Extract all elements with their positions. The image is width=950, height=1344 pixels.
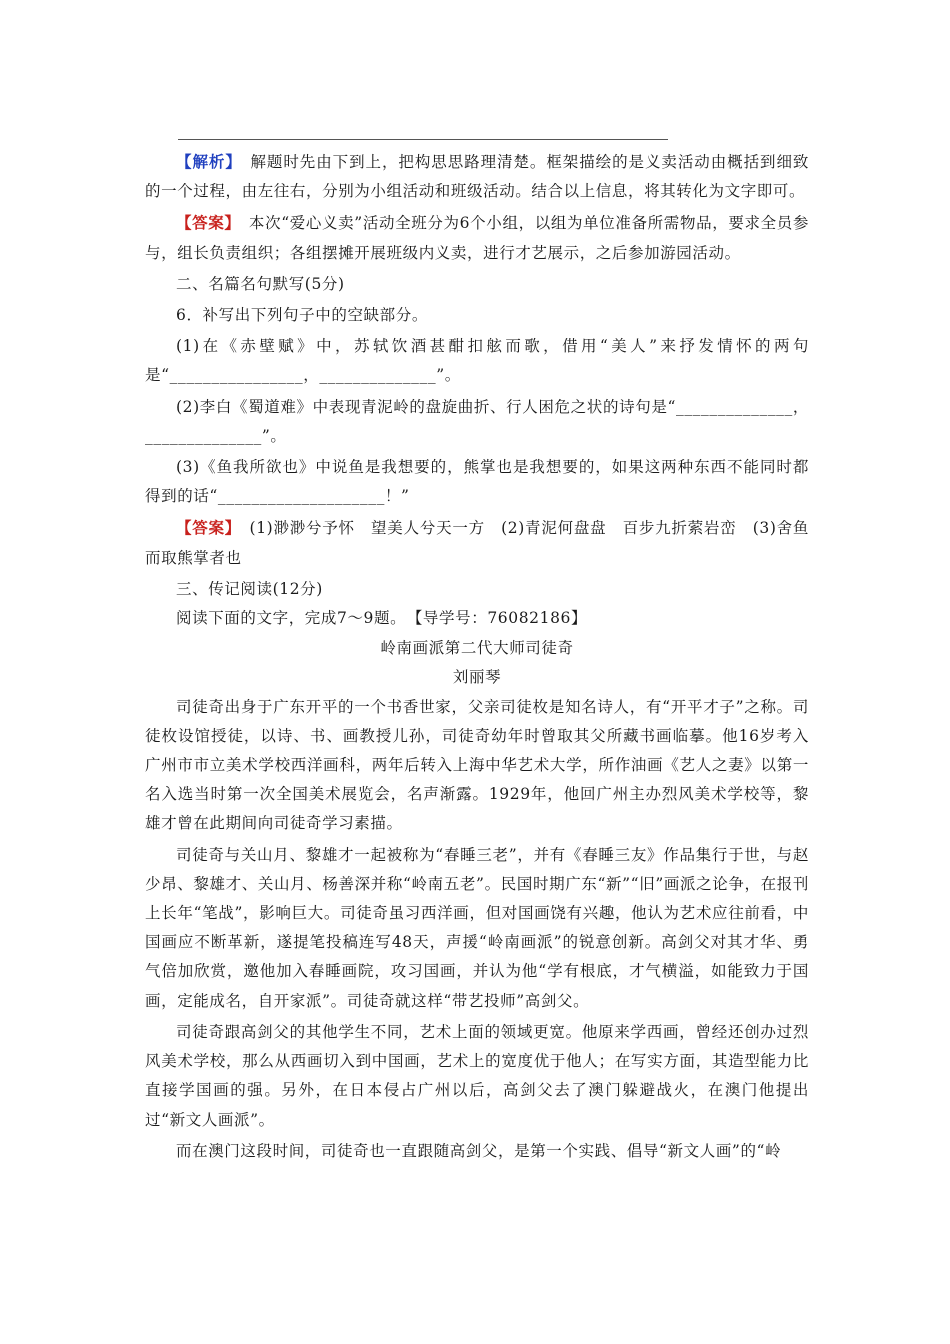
question-6-3: (3)《鱼我所欲也》中说鱼是我想要的，熊掌也是我想要的，如果这两种东西不能同时都得到的话“____________________！” xyxy=(145,458,809,506)
article-paragraph-3: 司徒奇跟高剑父的其他学生不同，艺术上面的领域更宽。他原来学西画，曾经还创办过烈风美术学校，那么从西画切入到中国画，艺术上的宽度优于他人；在写实方面，其造型能力比直接学国画的强。另外，在日本侵占广州以后，高剑父去了澳门躲避战火，在澳门他提出过“新文人画派”。 xyxy=(145,1022,809,1129)
answer-text-2: (1)渺渺兮予怀 望美人兮天一方 (2)青泥何盘盘 百步九折萦岩峦 (3)舍鱼而取熊掌者也 xyxy=(145,519,809,567)
question-6: 6．补写出下列句子中的空缺部分。 xyxy=(176,306,428,325)
article-paragraph-1: 司徒奇出身于广东开平的一个书香世家，父亲司徒枚是知名诗人，有“开平才子”之称。司徒枚设馆授徒，以诗、书、画教授儿孙，司徒奇幼年时曾取其父所藏书画临摹。他16岁考入广州市市立美术学校西洋画科，两年后转入上海中华艺术大学，所作油画《艺人之妻》以第一名入选当时第一次全国美术展览会，名声渐露。1929年，他回广州主办烈风美术学校等，黎雄才曾在此期间向司徒奇学习素描。 xyxy=(145,697,809,833)
answer-tag-1: 【答案】 xyxy=(176,213,233,233)
article-paragraph-2: 司徒奇与关山月、黎雄才一起被称为“春睡三老”，并有《春睡三友》作品集行于世，与赵少昂、黎雄才、关山月、杨善深并称“岭南五老”。民国时期广东“新”“旧”画派之论争，在报刊上长年“笔战”，影响巨大。司徒奇虽习西洋画，但对国画饶有兴趣，他认为艺术应往前看，中国画应不断革新，遂提笔投稿连写48天，声援“岭南画派”的锐意创新。高剑父对其才华、勇气倍加欣赏，邀他加入春睡画院，攻习国画，并认为他“学有根底，才气横溢，如能致力于国画，定能成名，自开家派”。司徒奇就这样“带艺投师”高剑父。 xyxy=(145,845,809,1010)
article-title: 岭南画派第二代大师司徒奇 xyxy=(380,639,574,658)
answer-paragraph-1 xyxy=(145,208,809,267)
article-author: 刘丽琴 xyxy=(452,668,502,687)
analysis-paragraph xyxy=(145,147,809,206)
article-paragraph-4: 而在澳门这段时间，司徒奇也一直跟随高剑父，是第一个实践、倡导“新文人画”的“岭 xyxy=(176,1141,782,1160)
question-6-1: (1)在《赤壁赋》中，苏轼饮酒甚酣扣舷而歌，借用“美人”来抒发情怀的两句是“________________，______________”。 xyxy=(145,337,809,385)
answer-paragraph-2 xyxy=(145,513,809,572)
analysis-text: 解题时先由下到上，把构思思路理清楚。框架描绘的是义卖活动由概括到细致的一个过程，由左往右，分别为小组活动和班级活动。结合以上信息，将其转化为文字即可。 xyxy=(145,153,809,201)
analysis-tag: 【解析】 xyxy=(176,152,235,171)
header-divider xyxy=(178,139,668,140)
reading-instruction: 阅读下面的文字，完成7～9题。 【导学号：76082186】 xyxy=(176,609,588,628)
section-heading-2: 二、名篇名句默写(5分) xyxy=(176,274,345,293)
question-6-2: (2)李白《蜀道难》中表现青泥岭的盘旋曲折、行人困危之状的诗句是“______________，______________”。 xyxy=(145,397,809,445)
section-heading-3: 三、传记阅读(12分) xyxy=(176,579,323,598)
document-body xyxy=(145,147,809,1166)
answer-text-1: 本次“爱心义卖”活动全班分为6个小组，以组为单位准备所需物品，要求全员参与，组长负责组织；各组摆摊开展班级内义卖，进行才艺展示，之后参加游园活动。 xyxy=(145,214,809,262)
answer-tag-2: 【答案】 xyxy=(176,518,234,538)
